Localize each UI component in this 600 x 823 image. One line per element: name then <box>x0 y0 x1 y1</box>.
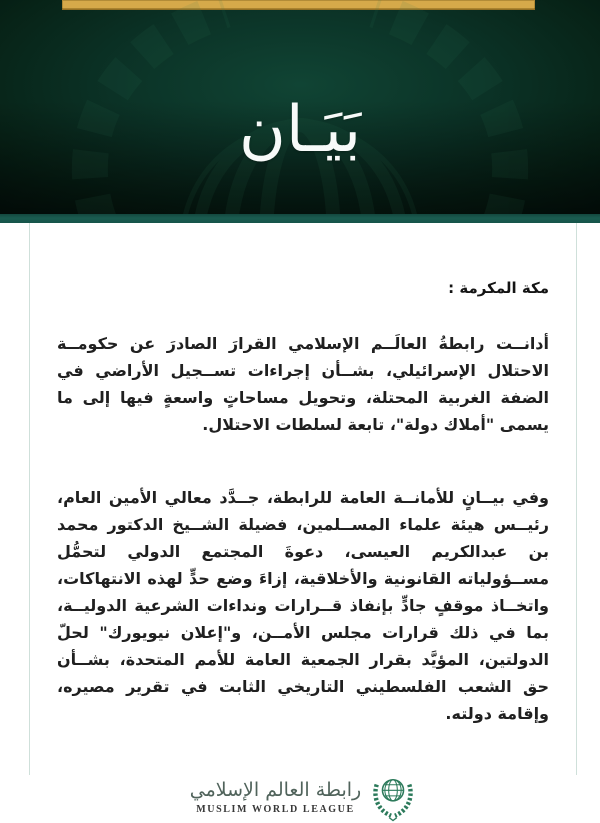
mwl-arabic-wordmark: رابطة العالم الإسلامي <box>189 778 362 801</box>
statement-paragraph-1: أدانــت رابطةُ العالَــم الإسلامي القرارَ الصادرَ عن حكومــة الاحتلال الإسرائيلي، بشــأن إجراءات تســجيل الأراضي في الضفة الغربية المحتلة، وتحويل مساحاتٍ واسعةٍ فيها إلى ما يسمى "أملاك دولة"، تابعة لسلطات الاحتلال. <box>57 334 549 434</box>
teal-divider <box>0 214 600 223</box>
statement-paragraph-2: وفي بيــانٍ للأمانــة العامة للرابطة، جــدَّد معالي الأمين العام، رئيــس هيئة علماء المســلمين، فضيلة الشــيخ الدكتور محمد بن عبدالكريم العيسى، دعوةَ المجتمع الدولي لتحمُّل مســؤولياته القانونية والأخلاقية، إزاءَ وضع حدٍّ لهذه الانتهاكات، واتخــاذ موقفٍ جادٍّ بإنفاذ قــرارات ونداءات الشرعية الدوليــة، بما في ذلك قرارات مجلس الأمــن، و"إعلان نيويورك" لحلّ الدولتين، المؤيَّد بقرار الجمعية العامة للأمم المتحدة، بشــأن حق الشعب الفلسطيني التاريخي الثابت في تقرير مصيره، وإقامة دولته. <box>57 488 549 723</box>
location-heading: مكة المكرمة : <box>448 279 549 297</box>
banner <box>0 0 600 223</box>
statement-card <box>29 223 577 816</box>
logo-wordmark <box>190 779 361 816</box>
footer-logo <box>57 771 549 823</box>
statement-title-calligraphy: بَيَـان <box>238 93 362 167</box>
mwl-emblem-icon <box>370 771 416 823</box>
mwl-english-wordmark: MUSLIM WORLD LEAGUE <box>196 804 355 816</box>
